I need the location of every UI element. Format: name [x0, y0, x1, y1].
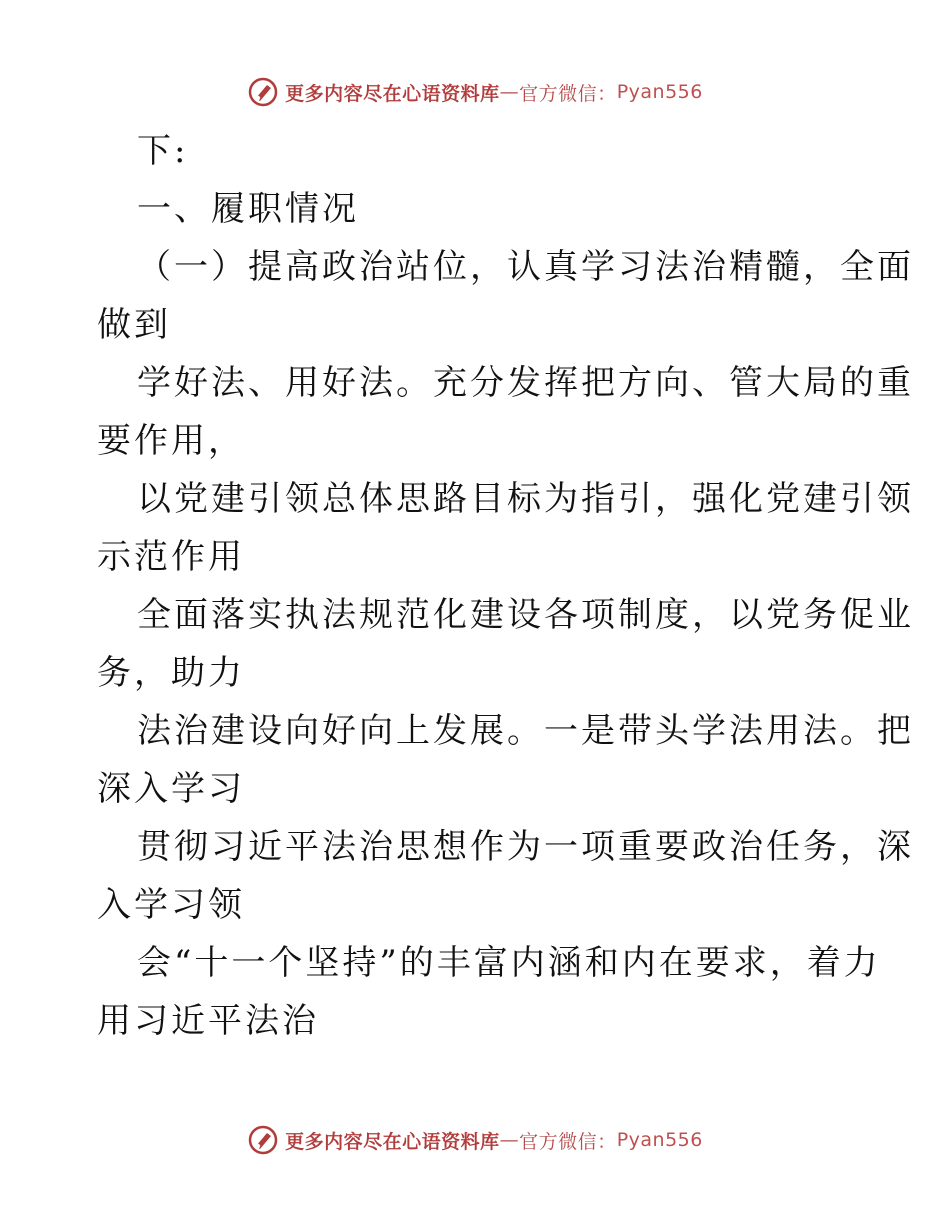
body-line: 下:	[137, 131, 189, 171]
footer-separator: —	[499, 1129, 520, 1151]
body-line: 入学习领	[97, 885, 245, 925]
section-heading: 一、履职情况	[137, 189, 359, 229]
body-line: 法治建设向好向上发展。一是带头学法用法。把	[137, 711, 914, 751]
body-line: 示范作用	[97, 537, 245, 577]
body-line: 会“十一个坚持”的丰富内涵和内在要求，着力	[137, 943, 881, 983]
body-line: 做到	[97, 305, 171, 345]
subsection-heading: （一）提高政治站位，认真学习法治精髓，全面	[137, 247, 914, 287]
header-banner	[0, 72, 950, 112]
header-separator: —	[499, 81, 520, 103]
body-line: 贯彻习近平法治思想作为一项重要政治任务，深	[137, 827, 914, 867]
body-line: 务，助力	[97, 653, 245, 693]
body-line: 全面落实执法规范化建设各项制度，以党务促业	[137, 595, 914, 635]
body-line: 用习近平法治	[97, 1001, 319, 1041]
header-wechat-id: Pyan556	[616, 81, 703, 103]
body-line: 深入学习	[97, 769, 245, 809]
footer-wechat-label: 官方微信：	[519, 1130, 617, 1153]
body-line: 学好法、用好法。充分发挥把方向、管大局的重	[137, 363, 914, 403]
pen-nib-logo-icon	[247, 76, 279, 108]
footer-banner	[0, 1120, 950, 1160]
body-line: 要作用，	[97, 421, 245, 461]
header-brand-text: 更多内容尽在心语资料库	[285, 82, 500, 105]
document-body	[97, 122, 914, 1050]
footer-brand-text: 更多内容尽在心语资料库	[285, 1130, 500, 1153]
header-wechat-label: 官方微信：	[519, 82, 617, 105]
footer-wechat-id: Pyan556	[616, 1129, 703, 1151]
pen-nib-logo-icon	[247, 1124, 279, 1156]
body-line: 以党建引领总体思路目标为指引，强化党建引领	[137, 479, 914, 519]
